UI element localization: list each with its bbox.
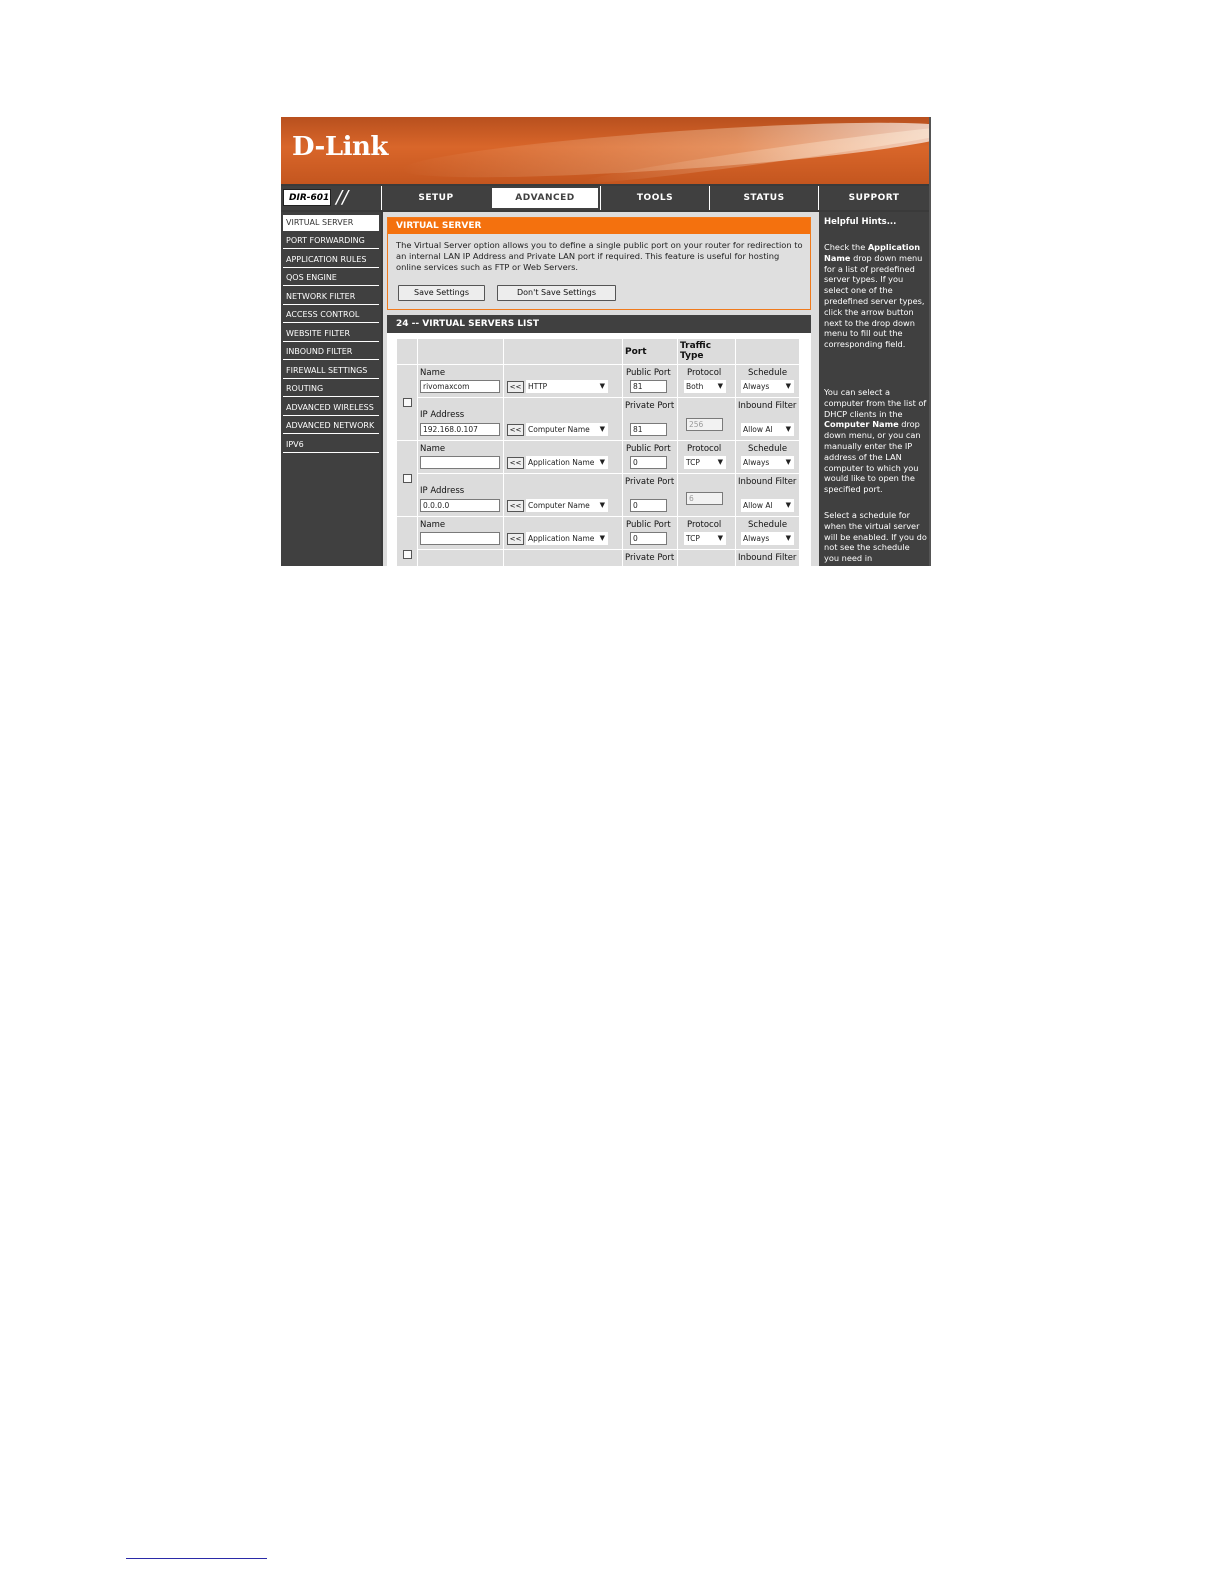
app-cell: [504, 517, 622, 549]
header-cell: [736, 339, 799, 364]
sidebar-item-routing[interactable]: ROUTING: [283, 381, 379, 397]
selected-value: Always: [743, 382, 770, 391]
row-2-protocol-number-input[interactable]: 6: [686, 492, 723, 505]
tab-setup[interactable]: SETUP: [381, 186, 490, 210]
protocol-number-cell: [678, 550, 735, 566]
tab-tools[interactable]: TOOLS: [600, 186, 709, 210]
model-name: DIR-601: [283, 189, 331, 206]
private-port-label: Private Port: [625, 553, 675, 563]
row-3-public-port-input[interactable]: 0: [630, 532, 667, 545]
public-port-label: Public Port: [626, 368, 671, 378]
chevron-down-icon: ▼: [785, 501, 791, 509]
sidebar-item-port-forwarding[interactable]: PORT FORWARDING: [283, 233, 379, 249]
private-port-cell: [623, 550, 677, 566]
selected-value: Application Name: [528, 534, 595, 543]
sidebar-item-application-rules[interactable]: APPLICATION RULES: [283, 252, 379, 268]
inbound-filter-cell: [736, 398, 799, 440]
row-2-inbound-filter-select[interactable]: [741, 499, 794, 512]
protocol-label: Protocol: [687, 444, 722, 454]
row-2-checkbox[interactable]: [403, 474, 412, 483]
hint-text: drop down menu for a list of predefined server types. If you select one of the predefined server types, click the arrow button next to the drop down menu to fill out the corresponding field.: [824, 252, 925, 350]
protocol-cell: [678, 441, 735, 473]
dlink-banner: [281, 117, 929, 184]
protocol-cell: [678, 365, 735, 397]
hint-text: You can select a computer from the list of DHCP clients in the: [824, 387, 927, 419]
chevron-down-icon: ▼: [717, 458, 723, 466]
sidebar-item-advanced-network[interactable]: ADVANCED NETWORK: [283, 418, 379, 434]
panel-title: VIRTUAL SERVER: [388, 218, 810, 234]
row-select-cell: [397, 441, 417, 516]
public-port-label: Public Port: [626, 520, 671, 530]
row-3-application-select[interactable]: [526, 532, 608, 545]
private-port-label: Private Port: [625, 401, 675, 411]
inbound-filter-label: Inbound Filter: [738, 553, 797, 563]
inbound-filter-cell: [736, 474, 799, 516]
private-port-cell: [623, 474, 677, 516]
ip-address-label: IP Address: [420, 486, 465, 496]
selected-value: TCP: [686, 534, 700, 543]
model-badge: [281, 186, 381, 210]
row-select-cell: [397, 365, 417, 440]
protocol-cell: [678, 517, 735, 549]
name-cell: [418, 517, 503, 549]
public-port-cell: [623, 441, 677, 473]
sidebar-item-inbound-filter[interactable]: INBOUND FILTER: [283, 344, 379, 360]
row-3-schedule-select[interactable]: [741, 532, 794, 545]
row-2-private-port-input[interactable]: 0: [630, 499, 667, 512]
row-1-ip-input[interactable]: 192.168.0.107: [420, 423, 500, 436]
public-port-cell: [623, 517, 677, 549]
row-2-ip-input[interactable]: 0.0.0.0: [420, 499, 500, 512]
sidebar-item-access-control[interactable]: ACCESS CONTROL: [283, 307, 379, 323]
schedule-label: Schedule: [748, 368, 788, 378]
inbound-filter-label: Inbound Filter: [738, 477, 797, 487]
selected-value: Allow Al: [743, 501, 773, 510]
row-1-checkbox[interactable]: [403, 398, 412, 407]
hint-text: Check the: [824, 242, 866, 252]
port-header: Port: [625, 347, 647, 357]
hint-emphasis: Computer Name: [824, 419, 899, 430]
row-1-computer-fill-button[interactable]: <<: [507, 424, 524, 436]
app-cell: [504, 365, 622, 397]
chevron-down-icon: ▼: [717, 382, 723, 390]
computer-cell: [504, 550, 622, 566]
row-2-schedule-select[interactable]: [741, 456, 794, 469]
row-2-public-port-input[interactable]: 0: [630, 456, 667, 469]
tab-support[interactable]: SUPPORT: [818, 186, 929, 210]
hints-title: Helpful Hints...: [824, 217, 897, 227]
chevron-down-icon: ▼: [785, 425, 791, 433]
protocol-label: Protocol: [687, 520, 722, 530]
sidebar-item-website-filter[interactable]: WEBSITE FILTER: [283, 326, 379, 342]
model-slashes: //: [336, 187, 349, 208]
chevron-down-icon: ▼: [785, 534, 791, 542]
row-2-application-select[interactable]: [526, 456, 608, 469]
schedule-label: Schedule: [748, 444, 788, 454]
inbound-filter-cell: [736, 550, 799, 566]
private-port-cell: [623, 398, 677, 440]
row-1-private-port-input[interactable]: 81: [630, 423, 667, 436]
chevron-down-icon: ▼: [785, 458, 791, 466]
virtual-servers-list: [387, 315, 811, 566]
schedule-cell: [736, 365, 799, 397]
name-label: Name: [420, 444, 446, 454]
row-1-name-input[interactable]: rivomaxcom: [420, 380, 500, 393]
schedule-cell: [736, 441, 799, 473]
selected-value: Application Name: [528, 458, 595, 467]
selected-value: Both: [686, 382, 704, 391]
hint-paragraph: Select a schedule for when the virtual server will be enabled. If you do not see the schedule you need in: [824, 510, 927, 564]
dlink-logo: D-Link: [292, 132, 388, 162]
row-3-checkbox[interactable]: [403, 550, 412, 559]
row-3-app-fill-button[interactable]: <<: [507, 533, 524, 545]
sidebar-item-virtual-server[interactable]: VIRTUAL SERVER: [283, 215, 379, 231]
ip-cell: [418, 398, 503, 440]
row-2-name-input[interactable]: [420, 456, 500, 469]
header-cell: [504, 339, 622, 364]
row-1-inbound-filter-select[interactable]: [741, 423, 794, 436]
schedule-label: Schedule: [748, 520, 788, 530]
name-cell: [418, 365, 503, 397]
chevron-down-icon: ▼: [599, 425, 605, 433]
router-admin-screenshot: [281, 117, 931, 566]
protocol-number-cell: [678, 474, 735, 516]
header-cell-traffic: [678, 339, 735, 364]
selected-value: Always: [743, 458, 770, 467]
row-2-protocol-select[interactable]: [684, 456, 726, 469]
row-1-protocol-number-input[interactable]: 256: [686, 418, 723, 431]
sidebar-item-qos-engine[interactable]: QOS ENGINE: [283, 270, 379, 286]
computer-cell: [504, 474, 622, 516]
row-2-computer-fill-button[interactable]: <<: [507, 500, 524, 512]
ip-address-label: IP Address: [420, 410, 465, 420]
protocol-number-cell: [678, 398, 735, 440]
traffic-type-header: Traffic Type: [680, 341, 712, 361]
tab-status[interactable]: STATUS: [709, 186, 818, 210]
tab-advanced[interactable]: ADVANCED: [490, 186, 600, 210]
footer-link-underline: [126, 1558, 267, 1559]
row-1-application-select[interactable]: [526, 380, 608, 393]
header-cell: [418, 339, 503, 364]
app-cell: [504, 441, 622, 473]
row-select-cell: [397, 517, 417, 566]
selected-value: Computer Name: [528, 501, 590, 510]
row-3-protocol-select[interactable]: [684, 532, 726, 545]
sidebar-item-firewall-settings[interactable]: FIREWALL SETTINGS: [283, 363, 379, 379]
chevron-down-icon: ▼: [785, 382, 791, 390]
row-1-app-fill-button[interactable]: <<: [507, 381, 524, 393]
dont-save-settings-button[interactable]: Don't Save Settings: [497, 285, 616, 301]
row-1-computer-select[interactable]: [526, 423, 608, 436]
virtual-server-panel: [387, 217, 811, 310]
hint-paragraph: [824, 387, 927, 495]
public-port-label: Public Port: [626, 444, 671, 454]
name-cell: [418, 441, 503, 473]
main-content: [383, 212, 819, 566]
protocol-label: Protocol: [687, 368, 722, 378]
chevron-down-icon: ▼: [717, 534, 723, 542]
computer-cell: [504, 398, 622, 440]
header-cell: [397, 339, 417, 364]
selected-value: TCP: [686, 458, 700, 467]
sidebar-item-advanced-wireless[interactable]: ADVANCED WIRELESS: [283, 400, 379, 416]
save-settings-button[interactable]: Save Settings: [398, 285, 485, 301]
schedule-cell: [736, 517, 799, 549]
selected-value: Computer Name: [528, 425, 590, 434]
chevron-down-icon: ▼: [599, 382, 605, 390]
helpful-hints-panel: [819, 212, 929, 566]
row-1-public-port-input[interactable]: 81: [630, 380, 667, 393]
public-port-cell: [623, 365, 677, 397]
sidebar-item-ipv6[interactable]: IPV6: [283, 437, 379, 453]
hint-paragraph: [824, 242, 927, 350]
sidebar-item-network-filter[interactable]: NETWORK FILTER: [283, 289, 379, 305]
top-nav: [281, 186, 929, 210]
name-label: Name: [420, 520, 446, 530]
row-3-name-input[interactable]: [420, 532, 500, 545]
selected-value: Allow Al: [743, 425, 773, 434]
row-2-computer-select[interactable]: [526, 499, 608, 512]
sidebar: [281, 212, 381, 566]
ip-cell: [418, 474, 503, 516]
chevron-down-icon: ▼: [599, 458, 605, 466]
ip-cell: [418, 550, 503, 566]
row-1-protocol-select[interactable]: [684, 380, 726, 393]
hint-text: drop down menu, or you can manually enter the IP address of the LAN computer to which you would like to open the specified port.: [824, 419, 921, 495]
private-port-label: Private Port: [625, 477, 675, 487]
header-cell-port: [623, 339, 677, 364]
row-2-app-fill-button[interactable]: <<: [507, 457, 524, 469]
row-1-schedule-select[interactable]: [741, 380, 794, 393]
hint-emphasis: Application Name: [824, 242, 921, 263]
list-title: 24 -- VIRTUAL SERVERS LIST: [387, 315, 811, 333]
selected-value: Always: [743, 534, 770, 543]
chevron-down-icon: ▼: [599, 501, 605, 509]
selected-value: HTTP: [528, 382, 548, 391]
chevron-down-icon: ▼: [599, 534, 605, 542]
inbound-filter-label: Inbound Filter: [738, 401, 797, 411]
name-label: Name: [420, 368, 446, 378]
panel-description: The Virtual Server option allows you to define a single public port on your router for redirection to an internal LAN IP Address and Private LAN port if required. This feature is useful for hosting online services such as FTP or Web Servers.: [396, 240, 803, 272]
